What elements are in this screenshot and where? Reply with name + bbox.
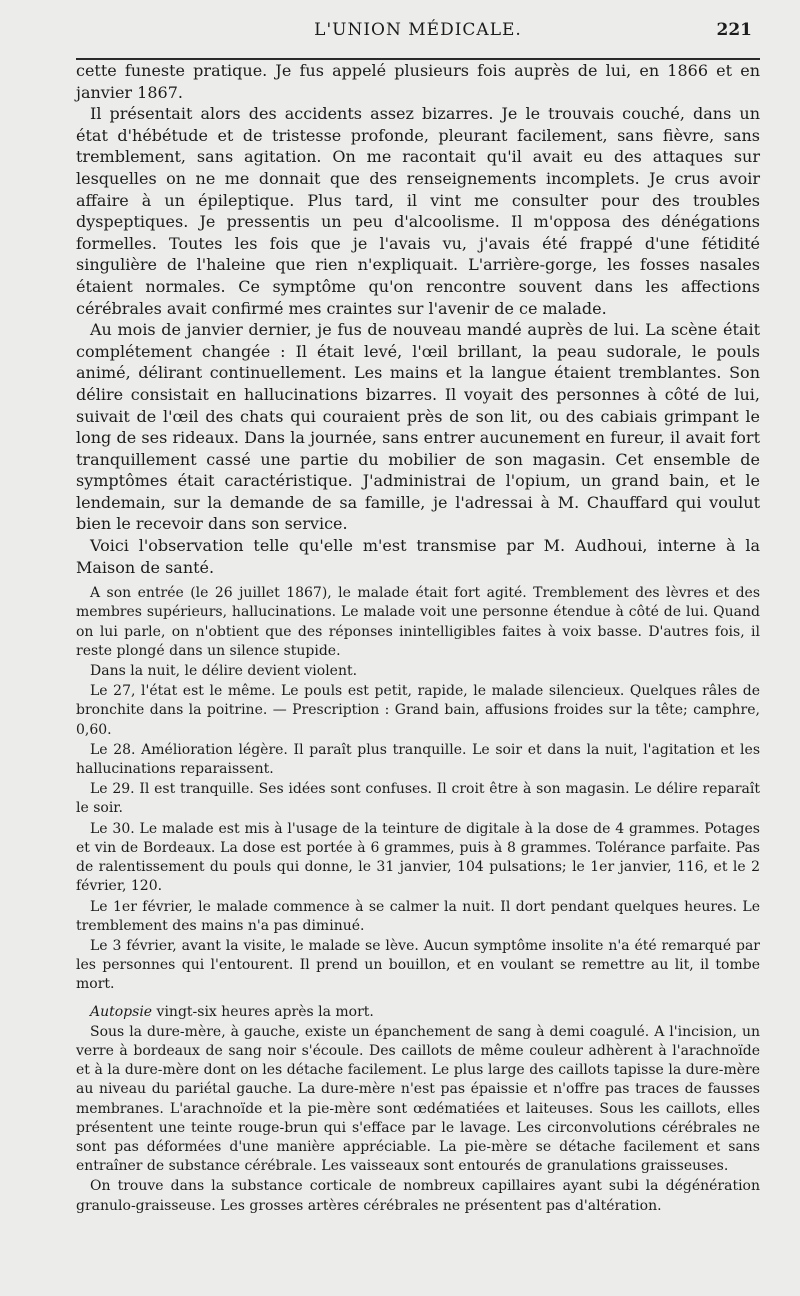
page-header bbox=[76, 0, 760, 60]
observation-paragraph: Le 27, l'état est le même. Le pouls est petit, rapide, le malade silencieux. Quelques râles de bronchite dans la poitrine. — Prescription : Grand bain, affusions froides sur la tête; camphre, 0,60. bbox=[76, 683, 760, 738]
observation-paragraph: Le 28. Amélioration légère. Il paraît plus tranquille. Le soir et dans la nuit, l'agitation et les hallucinations reparaissent. bbox=[76, 741, 760, 778]
observation-text bbox=[76, 584, 760, 1216]
autopsy-paragraph: On trouve dans la substance corticale de nombreux capillaires ayant subi la dégénération granulo-graisseuse. Les grosses artères cérébrales ne présentent pas d'altération. bbox=[76, 1178, 760, 1214]
observation-paragraph: Le 3 février, avant la visite, le malade se lève. Aucun symptôme insolite n'a été remarqué par les personnes qui l'entourent. Il prend un bouillon, et en voulant se remettre au lit, il tombe mort. bbox=[76, 937, 760, 993]
header-rule bbox=[76, 58, 760, 60]
paragraph: Voici l'observation telle qu'elle m'est transmise par M. Audhoui, interne à la Maison de santé. bbox=[76, 536, 760, 577]
paragraph: cette funeste pratique. Je fus appelé plusieurs fois auprès de lui, en 1866 et en janvier 1867. bbox=[76, 61, 760, 102]
observation-paragraph: Dans la nuit, le délire devient violent. bbox=[90, 663, 358, 680]
main-text bbox=[76, 60, 760, 578]
page-number: 221 bbox=[716, 20, 752, 40]
running-title: L'UNION MÉDICALE. bbox=[314, 20, 522, 40]
autopsy-title-rest: vingt-six heures après la mort. bbox=[152, 1003, 374, 1020]
autopsy-title: Autopsie bbox=[90, 1003, 153, 1020]
observation-paragraph: A son entrée (le 26 juillet 1867), le malade était fort agité. Tremblement des lèvres et des membres supérieurs, hallucinations. Le malade voit une personne étendue à côté de lui. Quand on lui parle, on n'obtient que des réponses inintelligibles faites à voix basse. D'autres fois, il reste plongé dans un silence stupide. bbox=[76, 585, 760, 659]
paragraph: Au mois de janvier dernier, je fus de nouveau mandé auprès de lui. La scène était complétement changée : Il était levé, l'œil brillant, la peau sudorale, le pouls animé, délirant continuellement. Les mains et la langue étaient tremblantes. Son délire consistait en hallucinations bizarres. Il voyait des personnes à côté de lui, suivait de l'œil des chats qui couraient près de son lit, ou des cabiais grimpant le long de ses rideaux. Dans la journée, sans entrer aucunement en fureur, il avait fort tranquillement cassé une partie du mobilier de son magasin. Cet ensemble de symptômes était caractéristique. J'administrai de l'opium, un grand bain, et le lendemain, sur la demande de sa famille, je l'adressai à M. Chauffard qui voulut bien le recevoir dans son service. bbox=[76, 320, 760, 534]
observation-paragraph: Le 29. Il est tranquille. Ses idées sont confuses. Il croit être à son magasin. Le délire reparaît le soir. bbox=[76, 781, 760, 817]
paragraph: Il présentait alors des accidents assez bizarres. Je le trouvais couché, dans un état d'hébétude et de tristesse profonde, pleurant facilement, sans fièvre, sans tremblement, sans agitation. On me racontait qu'il avait eu des attaques sur lesquelles on ne me donnait que des renseignements incomplets. Je crus avoir affaire à un épileptique. Plus tard, il vint me consulter pour des troubles dyspeptiques. Je pressentis un peu d'alcoolisme. Il m'opposa des dénégations formelles. Toutes les fois que je l'avais vu, j'avais été frappé d'une fétidité singulière de l'haleine que rien n'expliquait. L'arrière-gorge, les fosses nasales étaient normales. Ce symptôme qu'on rencontre souvent dans les affections cérébrales avait confirmé mes craintes sur l'avenir de ce malade. bbox=[76, 104, 760, 318]
autopsy-paragraph: Sous la dure-mère, à gauche, existe un épanchement de sang à demi coagulé. A l'incision, un verre à bordeaux de sang noir s'écoule. Des caillots de même couleur adhèrent à l'arachnoïde et à la dure-mère dont on les détache facilement. Le plus large des caillots tapisse la dure-mère au niveau du pariétal gauche. La dure-mère n'est pas épaissie et n'offre pas traces de fausses membranes. L'arachnoïde et la pie-mère sont œdématiées et laiteuses. Sous les caillots, elles présentent une teinte rouge-brun qui s'efface par le lavage. Les circonvolutions cérébrales ne sont pas déformées d'une manière appréciable. La pie-mère se détache facilement et sans entraîner de substance cérébrale. Les vaisseaux sont entourés de granulations graisseuses. bbox=[76, 1023, 760, 1175]
observation-paragraph: Le 1er février, le malade commence à se calmer la nuit. Il dort pendant quelques heures. Le tremblement des mains n'a pas diminué. bbox=[76, 898, 760, 934]
autopsy-heading-line bbox=[76, 1003, 760, 1022]
observation-paragraph: Le 30. Le malade est mis à l'usage de la teinture de digitale à la dose de 4 grammes. Potages et vin de Bordeaux. La dose est portée à 6 grammes, puis à 8 grammes. Tolérance parfaite. Pas de ralentissement du pouls qui donne, le 31 janvier, 104 pulsations; le 1er janvier, 116, et le 2 février, 120. bbox=[76, 820, 760, 895]
